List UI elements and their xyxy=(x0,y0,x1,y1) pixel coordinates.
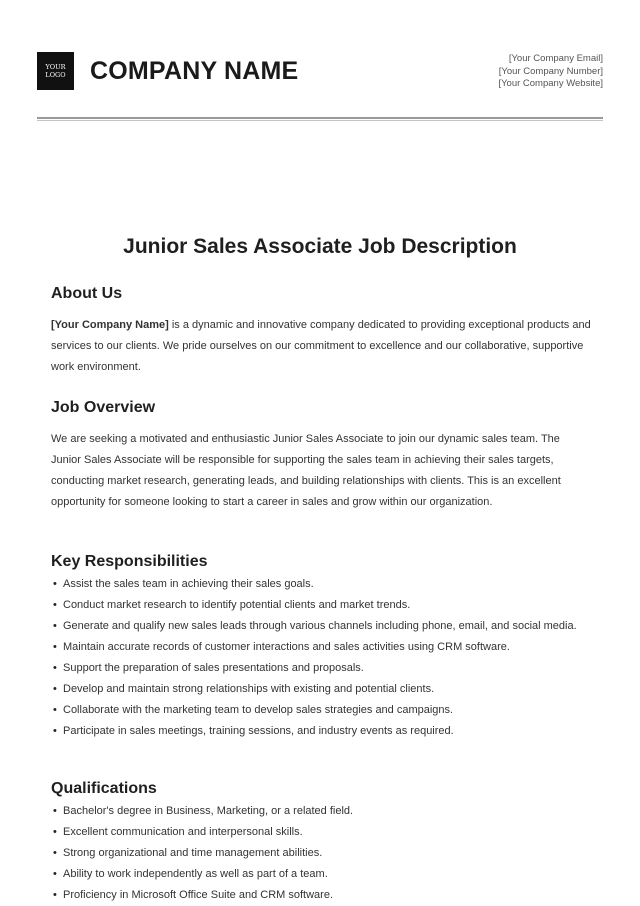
list-item: • Collaborate with the marketing team to develop sales strategies and campaigns. xyxy=(51,700,591,721)
about-paragraph xyxy=(51,315,591,378)
list-item: • Strong organizational and time management abilities. xyxy=(51,843,591,864)
document-header xyxy=(37,52,603,92)
document-title: Junior Sales Associate Job Description xyxy=(123,235,517,258)
company-name: COMPANY NAME xyxy=(90,57,299,85)
list-item: • Participate in sales meetings, training sessions, and industry events as required. xyxy=(51,721,591,742)
header-divider xyxy=(37,117,603,119)
responsibilities-section xyxy=(51,552,591,742)
qualifications-list xyxy=(51,801,591,906)
logo-line-2: LOGO xyxy=(45,71,66,79)
about-section xyxy=(51,284,591,378)
company-website: [Your Company Website] xyxy=(498,78,603,89)
list-item: • Maintain accurate records of customer interactions and sales activities using CRM software. xyxy=(51,637,591,658)
list-item: • Develop and maintain strong relationships with existing and potential clients. xyxy=(51,679,591,700)
list-item: • Bachelor's degree in Business, Marketing, or a related field. xyxy=(51,801,591,822)
job-overview-text: We are seeking a motivated and enthusiastic Junior Sales Associate to join our dynamic sales team. The Junior Sales Associate will be responsible for supporting the sales team in achieving their sales targets, conducting market research, generating leads, and building relationships with clients. This is an excellent opportunity for someone looking to start a career in sales and grow within our organization. xyxy=(51,433,561,508)
header-divider-secondary xyxy=(37,120,603,121)
about-text: is a dynamic and innovative company dedicated to providing exceptional products and services to our clients. We pride ourselves on our commitment to excellence and our collaborative, supportive work environment. xyxy=(51,319,591,373)
company-name-placeholder: [Your Company Name] xyxy=(51,319,169,331)
company-number: [Your Company Number] xyxy=(498,65,603,77)
about-heading: About Us xyxy=(51,285,123,302)
contact-block xyxy=(498,53,603,91)
logo-line-1: YOUR xyxy=(45,63,66,71)
list-item: • Assist the sales team in achieving their sales goals. xyxy=(51,574,591,595)
list-item: • Excellent communication and interpersonal skills. xyxy=(51,822,591,843)
qualifications-section xyxy=(51,779,591,906)
company-email: [Your Company Email] xyxy=(508,53,603,64)
company-logo xyxy=(37,52,74,90)
responsibilities-heading: Key Responsibilities xyxy=(51,553,208,570)
list-item: • Ability to work independently as well as part of a team. xyxy=(51,864,591,885)
job-overview-section xyxy=(51,398,591,513)
list-item: • Proficiency in Microsoft Office Suite and CRM software. xyxy=(51,885,591,906)
job-overview-heading: Job Overview xyxy=(51,399,156,416)
list-item: • Generate and qualify new sales leads through various channels including phone, email, and social media. xyxy=(51,616,591,637)
list-item: • Conduct market research to identify potential clients and market trends. xyxy=(51,595,591,616)
responsibilities-list xyxy=(51,574,591,742)
qualifications-heading: Qualifications xyxy=(51,780,157,797)
list-item: • Support the preparation of sales presentations and proposals. xyxy=(51,658,591,679)
